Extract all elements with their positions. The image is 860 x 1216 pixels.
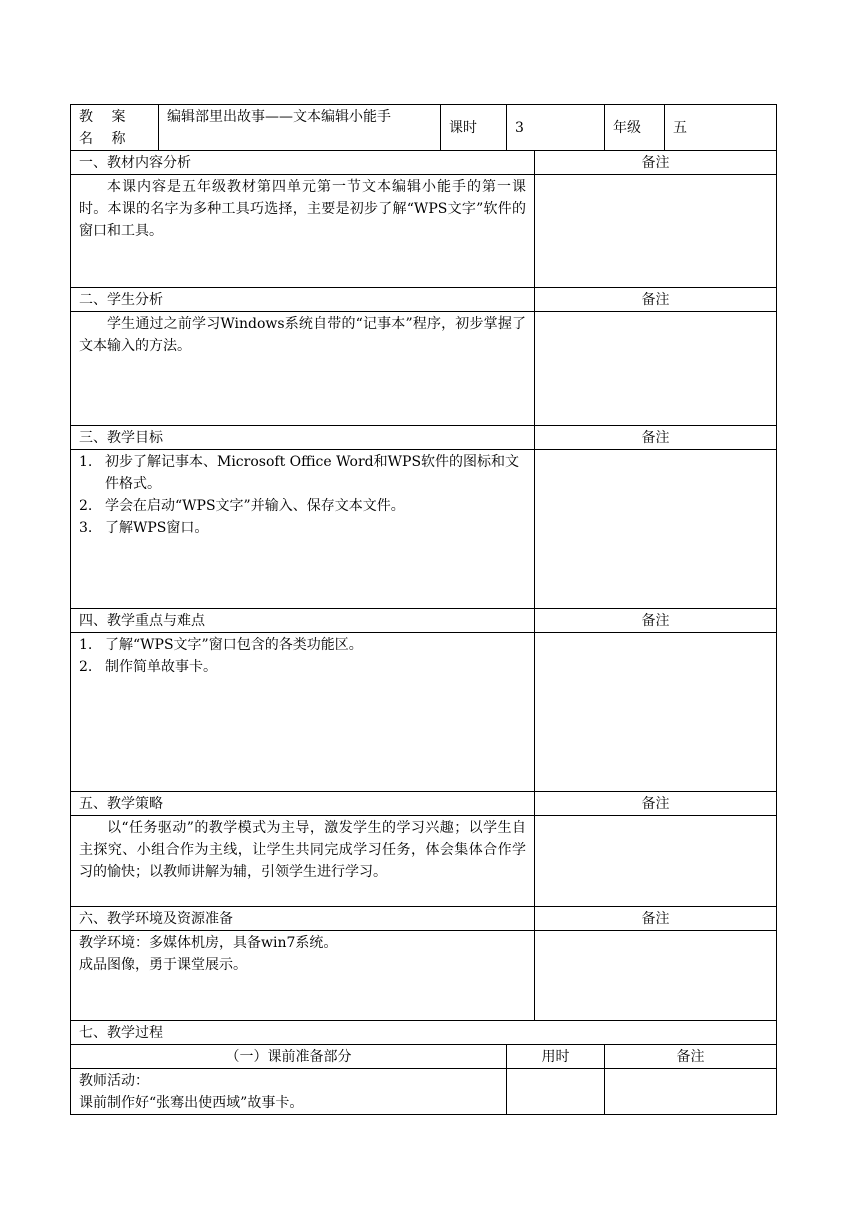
remark-label: 备注: [535, 288, 777, 312]
list-number: 1.: [79, 637, 93, 653]
section-title: 三、教学目标: [71, 426, 535, 450]
course-name-label: 教 案 名 称: [71, 105, 159, 151]
header-row: [71, 105, 777, 151]
process-header-row: [71, 1045, 777, 1069]
grade-value: 五: [665, 105, 777, 151]
section-header-row: [71, 426, 777, 450]
list-item: [79, 495, 526, 517]
section-body-row: [71, 175, 777, 288]
section-body-row: [71, 450, 777, 609]
text-line: 教师活动：: [79, 1073, 149, 1089]
section-paragraph: 本课内容是五年级教材第四单元第一节文本编辑小能手的第一课时。本课的名字为多种工具巧选择，主要是初步了解“WPS文字”软件的窗口和工具。: [79, 179, 526, 239]
section-body: [71, 175, 535, 288]
section-header-row: [71, 792, 777, 816]
section-body-row: [71, 931, 777, 1021]
process-body: [71, 1069, 507, 1115]
section-body: [71, 312, 535, 426]
section-paragraph: 以“任务驱动”的教学模式为主导，激发学生的学习兴趣；以学生自主探究、小组合作为主线，让学生共同完成学习任务，体会集体合作学习的愉快；以教师讲解为辅，引领学生进行学习。: [79, 820, 526, 880]
text-line: 教学环境：多媒体机房，具备win7系统。: [79, 935, 338, 951]
course-name-value: 编辑部里出故事——文本编辑小能手: [159, 105, 441, 151]
section-header-row: [71, 151, 777, 175]
list-text: 初步了解记事本、Microsoft Office Word和WPS软件的图标和文件格式。: [105, 454, 520, 492]
lesson-plan-table: [70, 104, 777, 1115]
list-number: 1.: [79, 454, 93, 470]
section-body: [71, 931, 535, 1021]
period-value: 3: [507, 105, 605, 151]
list-item: [79, 451, 526, 495]
section-title: 一、教材内容分析: [71, 151, 535, 175]
remark-label: 备注: [535, 151, 777, 175]
remark-cell: [535, 931, 777, 1021]
section-header-row: [71, 1021, 777, 1045]
section-paragraph: 学生通过之前学习Windows系统自带的“记事本”程序，初步掌握了文本输入的方法。: [79, 316, 526, 354]
list-item: [79, 634, 526, 656]
text-line: 课前制作好“张骞出使西域”故事卡。: [79, 1095, 304, 1111]
period-label: 课时: [441, 105, 507, 151]
time-cell: [507, 1069, 605, 1115]
remark-cell: [535, 816, 777, 907]
list-item: [79, 656, 526, 678]
remark-label: 备注: [535, 609, 777, 633]
remark-cell: [605, 1069, 777, 1115]
process-body-row: [71, 1069, 777, 1115]
process-subtitle: （一）课前准备部分: [71, 1045, 507, 1069]
section-body: [71, 633, 535, 792]
list-text: 了解WPS窗口。: [105, 520, 209, 536]
remark-cell: [535, 175, 777, 288]
grade-label: 年级: [605, 105, 665, 151]
section-body-row: [71, 312, 777, 426]
list-text: 了解“WPS文字”窗口包含的各类功能区。: [105, 637, 363, 653]
section-body: [71, 450, 535, 609]
remark-cell: [535, 633, 777, 792]
section-body-row: [71, 633, 777, 792]
section-header-row: [71, 288, 777, 312]
text-line: 成品图像，勇于课堂展示。: [79, 957, 247, 973]
section-title: 五、教学策略: [71, 792, 535, 816]
section-title: 六、教学环境及资源准备: [71, 907, 535, 931]
section-title: 二、学生分析: [71, 288, 535, 312]
remark-label: 备注: [605, 1045, 777, 1069]
section-header-row: [71, 609, 777, 633]
list-number: 2.: [79, 659, 93, 675]
list-number: 3.: [79, 520, 93, 536]
section-title: 四、教学重点与难点: [71, 609, 535, 633]
section-body-row: [71, 816, 777, 907]
list-text: 学会在启动“WPS文字”并输入、保存文本文件。: [105, 498, 405, 514]
section-title: 七、教学过程: [71, 1021, 777, 1045]
section-header-row: [71, 907, 777, 931]
remark-label: 备注: [535, 792, 777, 816]
list-text: 制作简单故事卡。: [105, 659, 217, 675]
list-item: [79, 517, 526, 539]
remark-cell: [535, 450, 777, 609]
remark-cell: [535, 312, 777, 426]
remark-label: 备注: [535, 426, 777, 450]
list-number: 2.: [79, 498, 93, 514]
time-label: 用时: [507, 1045, 605, 1069]
section-body: [71, 816, 535, 907]
remark-label: 备注: [535, 907, 777, 931]
